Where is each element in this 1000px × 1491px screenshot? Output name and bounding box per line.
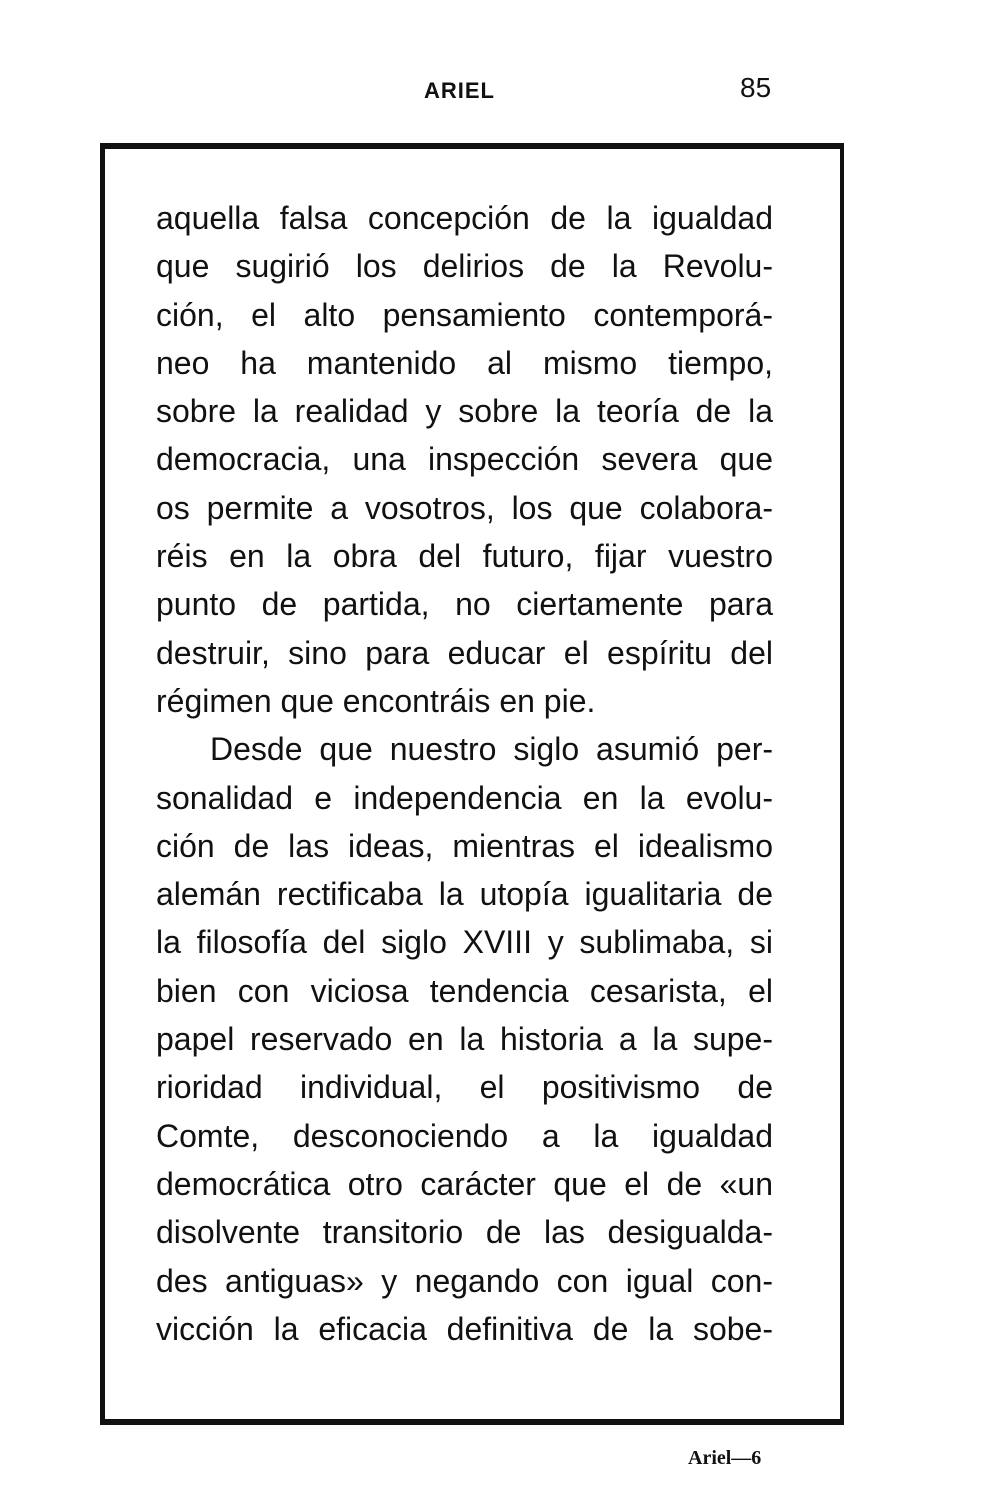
page-number: 85 [740, 72, 772, 103]
text-line: réis en la obra del futuro, fijar vuestro [156, 538, 773, 575]
text-line: sonalidad e independencia en la evolu- [156, 779, 773, 816]
text-line: aquella falsa concepción de la igualdad [156, 200, 773, 236]
text-line: destruir, sino para educar el espíritu del [156, 634, 773, 671]
text-line: bien con viciosa tendencia cesarista, el [156, 972, 773, 1009]
running-title: ARIEL [424, 78, 495, 103]
text-line: neo ha mantenido al mismo tiempo, [156, 344, 773, 381]
text-line: régimen que encontráis en pie. [156, 682, 596, 719]
paragraph-1 [156, 194, 773, 725]
text-line: os permite a vosotros, los que colabora- [156, 489, 773, 526]
signature-mark: Ariel—6 [688, 1447, 762, 1469]
text-line: papel reservado en la historia a la supe- [156, 1021, 773, 1058]
text-line: disolvente transitorio de las desigualda- [156, 1214, 773, 1251]
text-line: ción de las ideas, mientras el idealismo [156, 827, 773, 864]
text-line: democracia, una inspección severa que [156, 441, 773, 478]
text-line: des antiguas» y negando con igual con- [156, 1262, 773, 1299]
text-line: sobre la realidad y sobre la teoría de la [156, 393, 773, 430]
text-line: rioridad individual, el positivismo de [156, 1069, 773, 1106]
body-text [156, 194, 773, 1353]
text-line: que sugirió los delirios de la Revolu- [156, 248, 773, 285]
text-line: ción, el alto pensamiento contemporá- [156, 296, 773, 333]
text-line: democrática otro carácter que el de «un [156, 1165, 773, 1202]
text-line: Desde que nuestro siglo asumió per- [210, 731, 773, 768]
text-line: punto de partida, no ciertamente para [156, 586, 773, 623]
paragraph-2 [156, 725, 773, 1353]
text-line: alemán rectificaba la utopía igualitaria de [156, 876, 773, 913]
running-head [0, 70, 1000, 110]
text-line: la filosofía del siglo XVIII y sublimaba, si [156, 924, 773, 961]
text-line: vicción la eficacia definitiva de la sobe- [156, 1310, 773, 1347]
text-line: Comte, desconociendo a la igualdad [156, 1117, 773, 1154]
